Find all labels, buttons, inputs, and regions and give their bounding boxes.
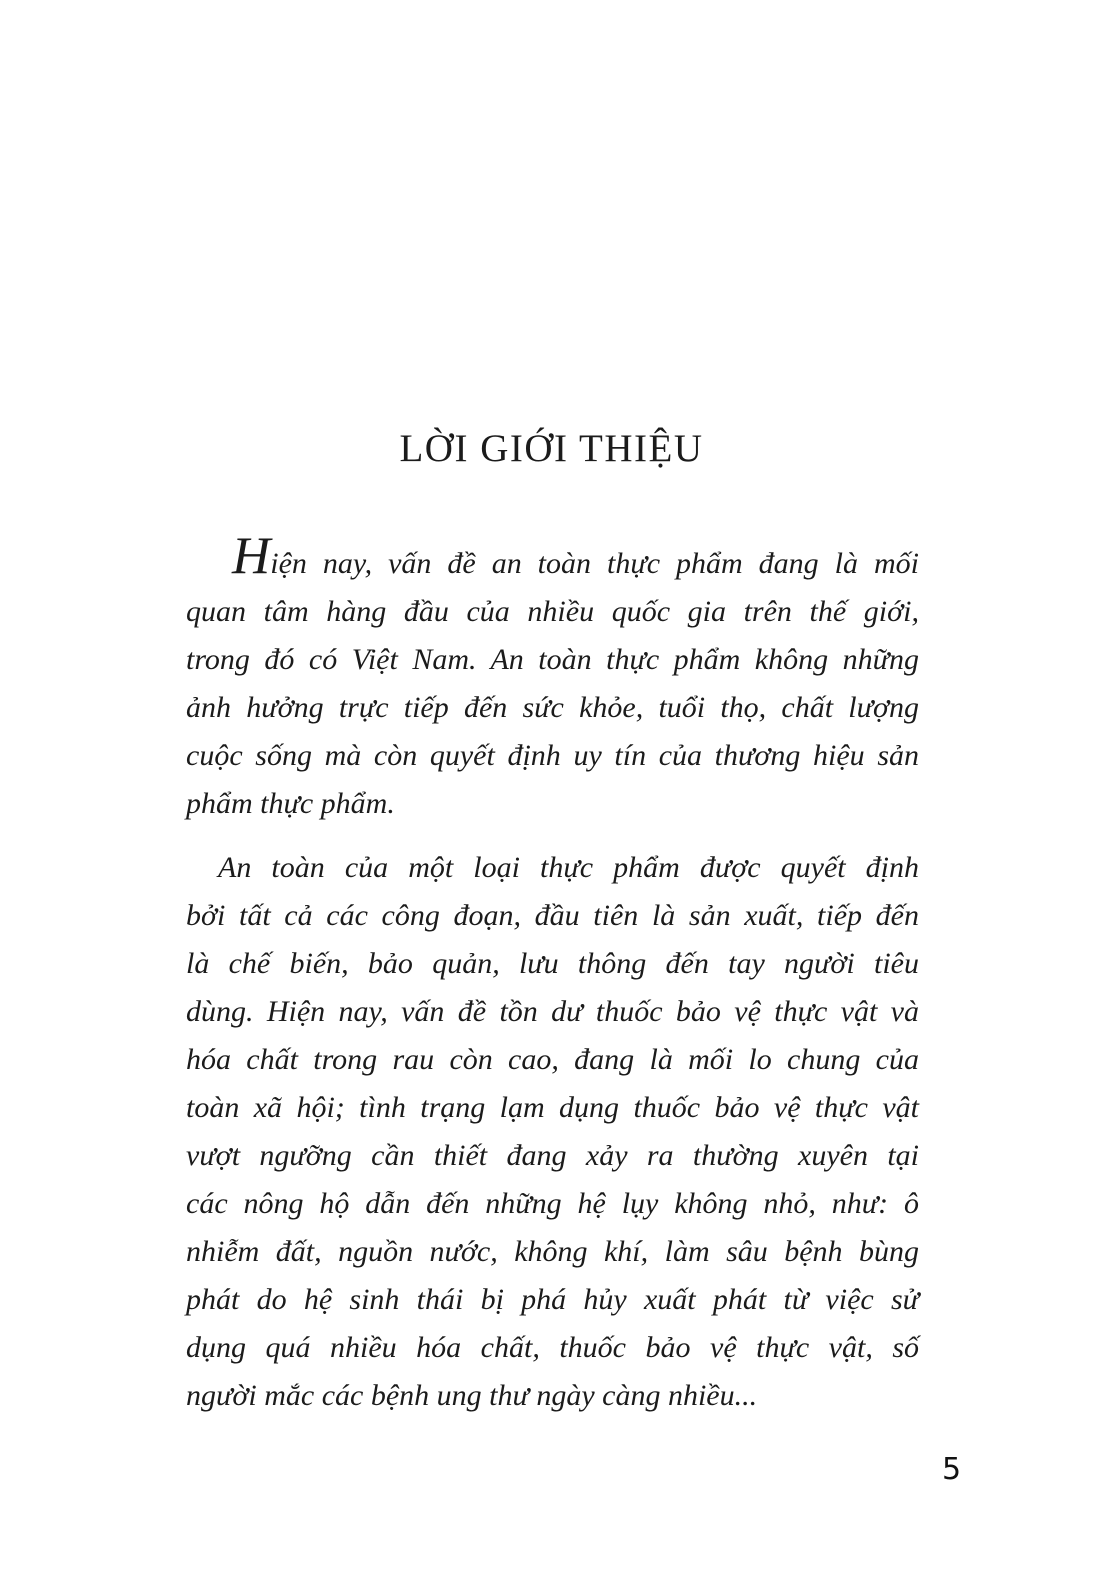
text-line: phẩm thực phẩm. xyxy=(186,787,395,820)
text-line: nhiễm đất, nguồn nước, không khí, làm sâu bệnh bùng xyxy=(186,1235,919,1268)
text-line: An toàn của một loại thực phẩm được quyết định xyxy=(218,851,919,884)
text-line-rest: iện nay, vấn đề an toàn thực phẩm đang là mối xyxy=(270,547,919,580)
text-line: trong đó có Việt Nam. An toàn thực phẩm không những xyxy=(186,643,919,676)
text-line: là chế biến, bảo quản, lưu thông đến tay người tiêu xyxy=(186,947,919,980)
page-title: LỜI GIỚI THIỆU xyxy=(399,427,704,470)
text-line: các nông hộ dẫn đến những hệ lụy không nhỏ, như: ô xyxy=(186,1187,919,1220)
body-text xyxy=(186,527,919,1420)
paragraph-1 xyxy=(186,527,919,828)
lead-initial: H xyxy=(232,527,271,585)
text-line: dụng quá nhiều hóa chất, thuốc bảo vệ thực vật, số xyxy=(186,1331,919,1364)
text-line xyxy=(186,527,919,588)
paragraph-2 xyxy=(186,844,919,1420)
text-line: vượt ngưỡng cần thiết đang xảy ra thường xuyên tại xyxy=(186,1139,919,1172)
text-line: phát do hệ sinh thái bị phá hủy xuất phát từ việc sử xyxy=(186,1283,919,1316)
text-line: toàn xã hội; tình trạng lạm dụng thuốc bảo vệ thực vật xyxy=(186,1091,919,1124)
page-number: 5 xyxy=(942,1452,962,1487)
text-line: quan tâm hàng đầu của nhiều quốc gia trên thế giới, xyxy=(186,595,919,628)
text-line: cuộc sống mà còn quyết định uy tín của thương hiệu sản xyxy=(186,739,919,772)
text-line: dùng. Hiện nay, vấn đề tồn dư thuốc bảo vệ thực vật và xyxy=(186,995,919,1028)
text-line: bởi tất cả các công đoạn, đầu tiên là sản xuất, tiếp đến xyxy=(186,899,919,932)
text-line: người mắc các bệnh ung thư ngày càng nhiều... xyxy=(186,1379,758,1412)
text-line: ảnh hưởng trực tiếp đến sức khỏe, tuổi thọ, chất lượng xyxy=(186,691,919,724)
text-line: hóa chất trong rau còn cao, đang là mối lo chung của xyxy=(186,1043,919,1076)
